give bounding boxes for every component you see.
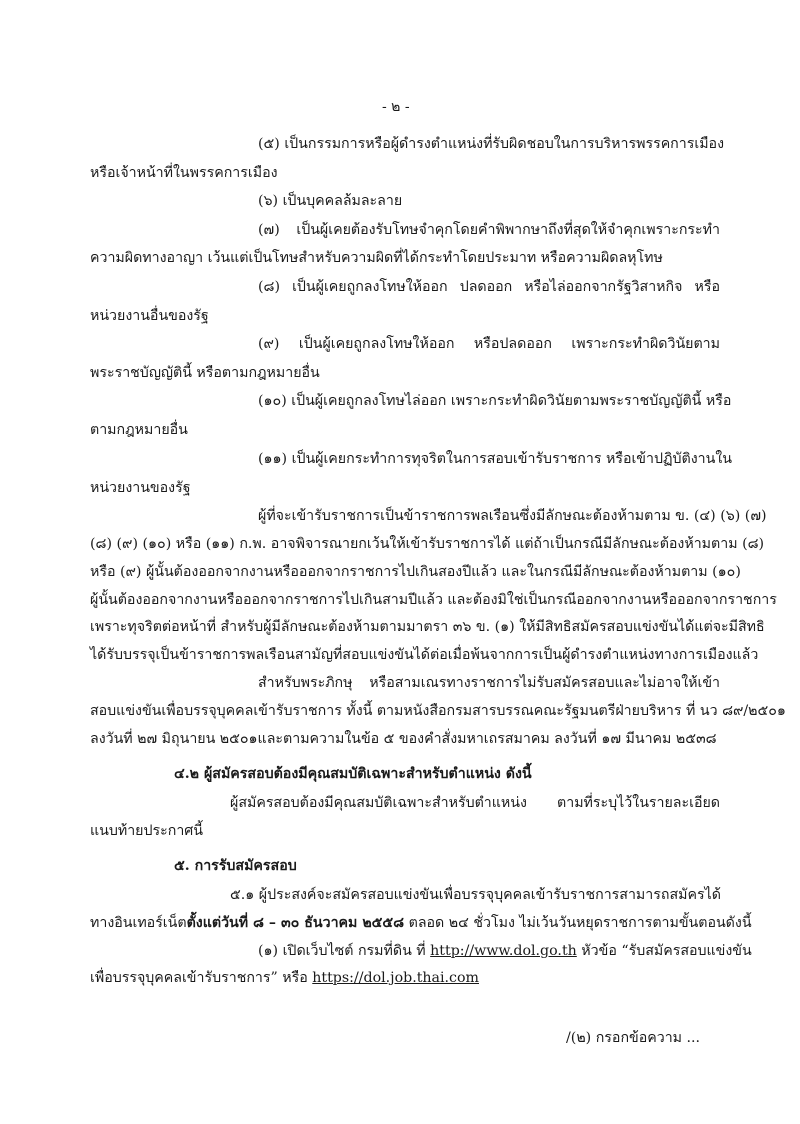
text-line: (๘) เป็นผู้เคยถูกลงโทษให้ออก ปลดออก หรือไล่ออกจากรัฐวิสาหกิจ หรือ — [258, 279, 720, 295]
text-segment: ทางอินเทอร์เน็ต — [90, 915, 187, 931]
text-line: ผู้สมัครสอบต้องมีคุณสมบัติเฉพาะสำหรับตำแหน่ง ตามที่ระบุไว้ในรายละเอียด — [230, 795, 720, 811]
text-line-dates — [90, 913, 752, 933]
text-line: สอบแข่งขันเพื่อบรรจุบุคคลเข้ารับราชการ ทั้งนี้ ตามหนังสือกรมสารบรรณคณะรัฐมนตรีฝ่ายบริหาร ที่ นว ๘๙/๒๕๐๑ — [90, 703, 786, 719]
application-dates: ตั้งแต่วันที่ ๘ – ๓๐ ธันวาคม ๒๕๕๘ — [186, 915, 405, 931]
text-line: (๗) เป็นผู้เคยต้องรับโทษจำคุกโดยคำพิพากษาถึงที่สุดให้จำคุกเพราะกระทำ — [258, 222, 720, 238]
text-line: (๘) (๙) (๑๐) หรือ (๑๑) ก.พ. อาจพิจารณายกเว้นให้เข้ารับราชการได้ แต่ถ้าเป็นกรณีมีลักษณะต้องห้ามตาม (๘) — [90, 536, 765, 552]
text-line: แนบท้ายประกาศนี้ — [90, 823, 203, 839]
text-line-website — [258, 941, 752, 961]
text-line: (๑๐) เป็นผู้เคยถูกลงโทษไล่ออก เพราะกระทำผิดวินัยตามพระราชบัญญัตินี้ หรือ — [258, 393, 732, 409]
job-website-link[interactable]: https://dol.job.thai.com — [312, 970, 479, 986]
text-line: หน่วยงานของรัฐ — [90, 480, 191, 496]
text-line: หน่วยงานอื่นของรัฐ — [90, 308, 209, 324]
section-heading: ๔.๒ ผู้สมัครสอบต้องมีคุณสมบัติเฉพาะสำหรับตำแหน่ง ดังนี้ — [174, 766, 532, 782]
text-line: (๕) เป็นกรรมการหรือผู้ดำรงตำแหน่งที่รับผิดชอบในการบริหารพรรคการเมือง — [258, 136, 725, 152]
text-line: ผู้ที่จะเข้ารับราชการเป็นข้าราชการพลเรือนซึ่งมีลักษณะต้องห้ามตาม ข. (๔) (๖) (๗) — [258, 508, 767, 524]
text-segment: (๑) เปิดเว็บไซต์ กรมที่ดิน ที่ — [258, 943, 431, 959]
text-line: (๑๑) เป็นผู้เคยกระทำการทุจริตในการสอบเข้ารับราชการ หรือเข้าปฏิบัติงานใน — [258, 451, 732, 467]
text-line: สำหรับพระภิกษุ หรือสามเณรทางราชการไม่รับสมัครสอบและไม่อาจให้เข้า — [258, 675, 720, 691]
text-line: (๙) เป็นผู้เคยถูกลงโทษให้ออก หรือปลดออก เพราะกระทำผิดวินัยตาม — [258, 336, 720, 352]
text-line: พระราชบัญญัตินี้ หรือตามกฎหมายอื่น — [90, 365, 320, 381]
text-line-job-site — [90, 968, 479, 988]
page-number: - ๒ - — [382, 99, 410, 115]
text-line: ๕.๑ ผู้ประสงค์จะสมัครสอบแข่งขันเพื่อบรรจุบุคคลเข้ารับราชการสามารถสมัครได้ — [230, 887, 721, 903]
section-heading: ๕. การรับสมัครสอบ — [174, 858, 297, 874]
dol-website-link[interactable]: http://www.dol.go.th — [430, 943, 577, 959]
text-line: ผู้นั้นต้องออกจากงานหรือออกจากราชการไปเกินสามปีแล้ว และต้องมิใช่เป็นกรณีออกจากงานหรือออกจากราชการ — [90, 592, 777, 608]
text-line: หรือเจ้าหน้าที่ในพรรคการเมือง — [90, 165, 278, 181]
text-segment: ตลอด ๒๔ ชั่วโมง ไม่เว้นวันหยุดราชการตามขั้นตอนดังนี้ — [404, 915, 752, 931]
text-segment: เพื่อบรรจุบุคคลเข้ารับราชการ” หรือ — [90, 970, 313, 986]
text-line: ตามกฎหมายอื่น — [90, 422, 188, 438]
text-line: ลงวันที่ ๒๗ มิถุนายน ๒๕๐๑และตามความในข้อ ๕ ของคำสั่งมหาเถรสมาคม ลงวันที่ ๑๗ มีนาคม ๒๕๓๘ — [90, 731, 717, 747]
text-segment: หัวข้อ “รับสมัครสอบแข่งขัน — [576, 943, 752, 959]
continuation-note: /(๒) กรอกข้อความ ... — [566, 1030, 701, 1046]
text-line: ความผิดทางอาญา เว้นแต่เป็นโทษสำหรับความผิดที่ได้กระทำโดยประมาท หรือความผิดลหุโทษ — [90, 250, 663, 266]
text-line: หรือ (๙) ผู้นั้นต้องออกจากงานหรือออกจากราชการไปเกินสองปีแล้ว และในกรณีมีลักษณะต้องห้ามตาม (๑๐) — [90, 564, 741, 580]
text-line: (๖) เป็นบุคคลล้มละลาย — [258, 193, 403, 209]
text-line: เพราะทุจริตต่อหน้าที่ สำหรับผู้มีลักษณะต้องห้ามตามมาตรา ๓๖ ข. (๑) ให้มีสิทธิสมัครสอบแข่งขันได้แต่จะมีสิทธิ — [90, 619, 765, 635]
text-line: ได้รับบรรจุเป็นข้าราชการพลเรือนสามัญที่สอบแข่งขันได้ต่อเมื่อพ้นจากการเป็นผู้ดำรงตำแหน่งทางการเมืองแล้ว — [90, 647, 759, 663]
